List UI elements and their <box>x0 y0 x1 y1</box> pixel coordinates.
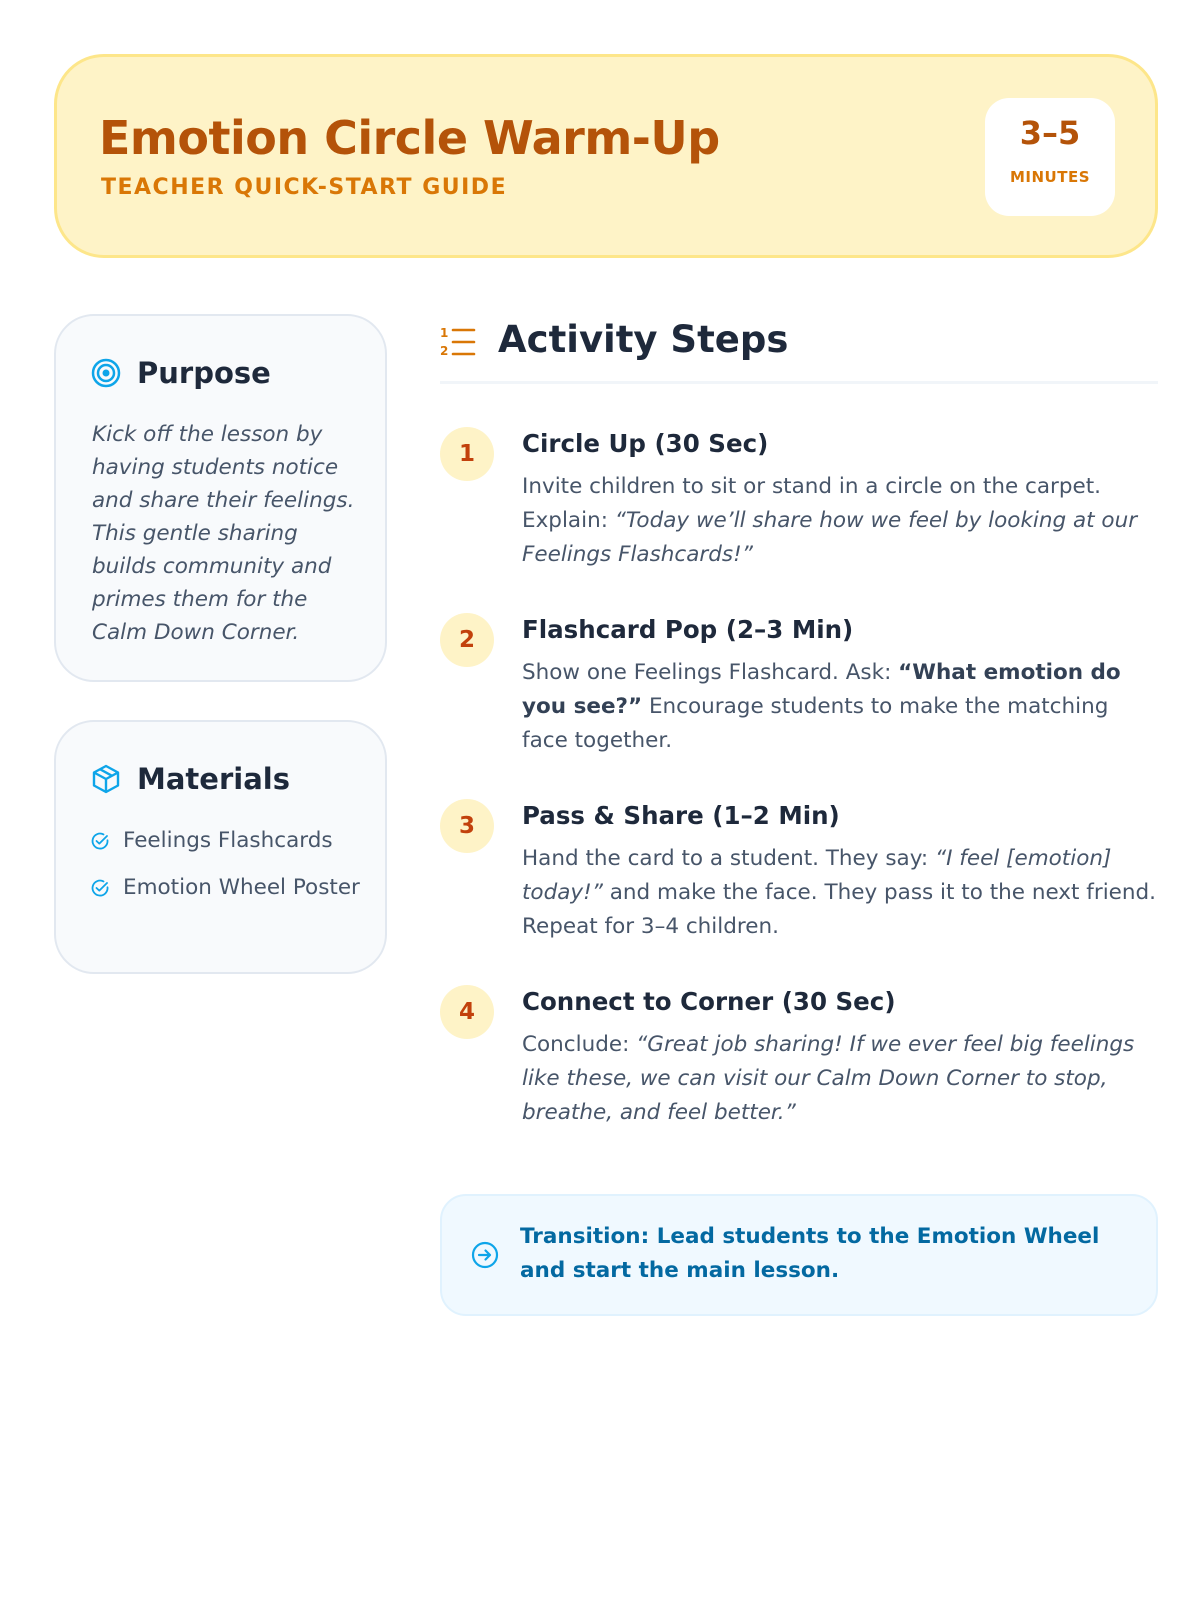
duration-badge <box>985 98 1115 216</box>
transition-text: Transition: Lead students to the Emotion Wheel and start the main lesson. <box>520 1224 1100 1283</box>
step-text: Conclude: <box>522 1032 637 1057</box>
step-title: Flashcard Pop (2–3 Min) <box>522 615 854 644</box>
step-text: Show one Feelings Flashcard. Ask: <box>522 660 899 685</box>
page-title: Emotion Circle Warm-Up <box>99 111 720 165</box>
step-description <box>522 470 1158 572</box>
step-quote: “Today we’ll share how we feel by looking at our Feelings Flashcards!” <box>522 508 1138 567</box>
purpose-heading: Purpose <box>137 356 271 390</box>
transition-callout <box>440 1194 1158 1316</box>
duration-unit: MINUTES <box>1009 168 1091 186</box>
step-text: Invite children to sit or stand in a circle on the carpet. Explain: <box>522 474 1102 533</box>
materials-heading: Materials <box>137 762 290 796</box>
step-quote: “I feel [emotion] today!” <box>522 846 1112 905</box>
numbered-list-icon <box>440 324 476 360</box>
step-number: 2 <box>440 613 494 667</box>
page-subtitle: TEACHER QUICK-START GUIDE <box>101 175 508 200</box>
step-question: “What emotion do you see?” <box>522 660 1121 719</box>
step-number: 3 <box>440 799 494 853</box>
step-description <box>522 1028 1158 1130</box>
box-icon <box>90 763 122 795</box>
material-label: Feelings Flashcards <box>123 828 333 853</box>
step-title: Circle Up (30 Sec) <box>522 429 769 458</box>
step-number: 4 <box>440 985 494 1039</box>
material-label: Emotion Wheel Poster <box>123 875 360 900</box>
check-circle-icon <box>90 831 110 851</box>
target-icon <box>90 357 122 389</box>
list-item <box>90 824 360 857</box>
purpose-text: Kick off the lesson by having students notice and share their feelings. This gentle sharing builds community and primes them for the Calm Down Corner. <box>92 422 355 645</box>
materials-card <box>54 720 387 974</box>
step-text: Encourage students to make the matching face together. <box>522 694 1109 753</box>
purpose-heading-row <box>90 356 271 390</box>
activity-steps-header <box>440 312 1158 384</box>
check-circle-icon <box>90 878 110 898</box>
step-description <box>522 842 1158 944</box>
step-quote: “Great job sharing! If we ever feel big feelings like these, we can visit our Calm Down Corner to stop, breathe, and feel better.” <box>522 1032 1135 1125</box>
purpose-card <box>54 314 387 682</box>
materials-list <box>90 824 360 918</box>
step-number: 1 <box>440 427 494 481</box>
duration-value: 3–5 <box>1019 114 1081 152</box>
header-banner <box>54 54 1158 258</box>
materials-heading-row <box>90 762 290 796</box>
activity-steps-heading: Activity Steps <box>498 318 789 361</box>
step-title: Connect to Corner (30 Sec) <box>522 987 896 1016</box>
step-title: Pass & Share (1–2 Min) <box>522 801 840 830</box>
step-description <box>522 656 1158 758</box>
step-text: and make the face. They pass it to the next friend. Repeat for 3–4 children. <box>522 880 1157 939</box>
arrow-circle-right-icon <box>470 1240 500 1270</box>
svg-text:2: 2 <box>440 344 449 358</box>
list-item <box>90 871 360 904</box>
step-text: Hand the card to a student. They say: <box>522 846 935 871</box>
svg-text:1: 1 <box>440 326 449 340</box>
